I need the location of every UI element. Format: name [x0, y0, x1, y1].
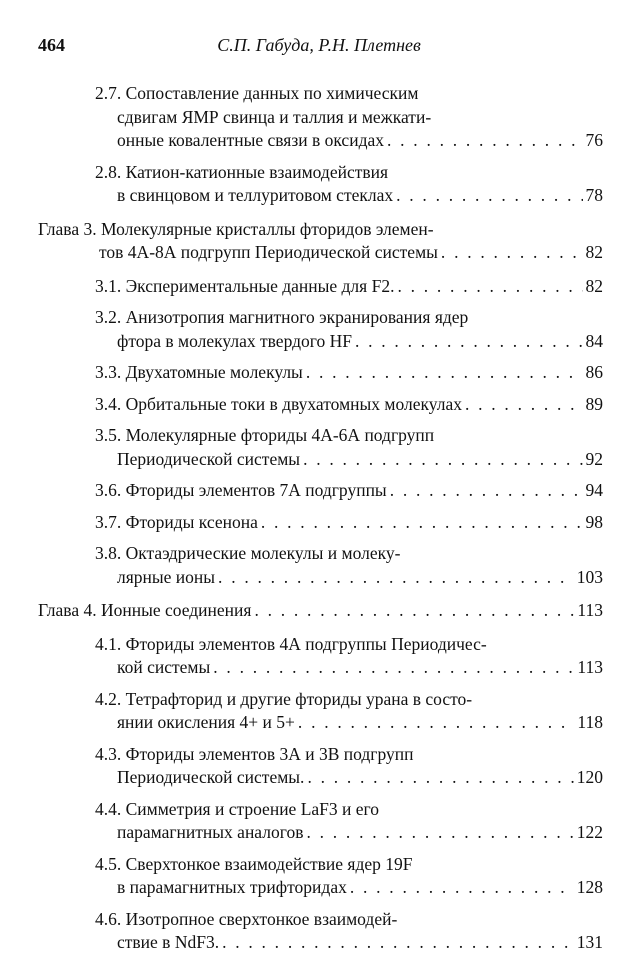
toc-entry-text: 3.3. Двухатомные молекулы: [95, 362, 303, 382]
toc-page-number: 118: [577, 712, 603, 732]
toc-page-number: 94: [585, 480, 603, 500]
toc-page-number: 92: [585, 448, 603, 469]
toc-entry-line: 2.7. Сопоставление данных по химическим: [95, 83, 419, 103]
entry-spacer: [0, 208, 640, 218]
toc-entry-last-line: [95, 711, 603, 735]
toc-entry-line: Глава 3. Молекулярные кристаллы фторидов элемен-: [38, 218, 434, 239]
toc-entry-text: Периодической системы.: [117, 767, 305, 787]
toc-page-number: 128: [576, 877, 603, 897]
toc-entry-line: 4.2. Тетрафторид и другие фториды урана в состо-: [95, 688, 473, 709]
toc-entry-last-line: [95, 876, 603, 900]
toc-entry-last-line: [38, 241, 603, 265]
toc-chapter-entry[interactable]: [38, 218, 603, 265]
toc-entry-line: 3.8. Октаэдрические молекулы и молеку-: [95, 543, 401, 563]
toc-page-number: 78: [585, 185, 603, 205]
toc-entry-text: янии окисления 4+ и 5+: [117, 712, 295, 732]
toc-section-entry[interactable]: [95, 798, 603, 845]
toc-entry-text: в парамагнитных трифторидах: [117, 877, 347, 897]
toc-page-number: 120: [576, 767, 603, 787]
toc-page-number: 82: [585, 275, 603, 296]
entry-spacer: [0, 265, 640, 275]
entry-spacer: [0, 416, 640, 424]
toc-page-number: 122: [576, 822, 603, 842]
toc-section-entry[interactable]: [95, 82, 603, 153]
dot-leader: [303, 448, 582, 472]
dot-leader: [306, 361, 583, 385]
toc-section-entry[interactable]: [95, 361, 603, 385]
running-title: С.П. Габуда, Р.Н. Плетнев: [217, 35, 421, 55]
table-of-contents: [0, 82, 640, 955]
entry-spacer: [0, 735, 640, 743]
toc-entry-text: ствие в NdF3.: [117, 932, 220, 952]
dot-leader: [306, 821, 573, 845]
entry-spacer: [0, 534, 640, 542]
dot-leader: [465, 393, 583, 417]
toc-entry-last-line: [95, 566, 603, 590]
page-number: 464: [38, 35, 65, 55]
dot-leader: [390, 479, 583, 503]
toc-section-entry[interactable]: [95, 161, 603, 208]
toc-entry-line: 3.2. Анизотропия магнитного экранирования ядер: [95, 307, 469, 327]
toc-page-number: 113: [577, 657, 603, 677]
toc-section-entry[interactable]: [95, 424, 603, 471]
toc-entry-line: 4.3. Фториды элементов 3А и 3В подгрупп: [95, 743, 414, 764]
toc-entry-text: Периодической системы: [117, 448, 301, 469]
toc-entry-text: кой системы: [117, 657, 211, 677]
dot-leader: [213, 656, 574, 680]
toc-section-entry[interactable]: [95, 908, 603, 955]
entry-spacer: [0, 385, 640, 393]
toc-entry-line: 2.8. Катион-катионные взаимодействия: [95, 161, 389, 182]
toc-section-entry[interactable]: [95, 542, 603, 589]
entry-spacer: [0, 298, 640, 306]
toc-entry-text: 3.4. Орбитальные токи в двухатомных молекулах: [95, 393, 462, 414]
toc-entry-last-line: [95, 393, 603, 417]
toc-chapter-entry[interactable]: [38, 599, 603, 623]
toc-entry-last-line: [95, 129, 603, 153]
toc-entry-line: сдвигам ЯМР свинца и таллия и межкати-: [117, 106, 432, 127]
toc-entry-text: онные ковалентные связи в оксидах: [117, 130, 384, 150]
toc-entry-last-line: [38, 599, 603, 623]
toc-section-entry[interactable]: [95, 306, 603, 353]
toc-page-number: 113: [577, 600, 603, 620]
dot-leader: [261, 511, 583, 535]
entry-spacer: [0, 353, 640, 361]
dot-leader: [350, 876, 574, 900]
toc-page-number: 82: [585, 242, 603, 262]
entry-spacer: [0, 503, 640, 511]
dot-leader: [355, 330, 583, 354]
entry-spacer: [0, 623, 640, 633]
entry-spacer: [0, 471, 640, 479]
toc-entry-text: Глава 4. Ионные соединения: [38, 600, 252, 620]
entry-spacer: [0, 680, 640, 688]
toc-entry-last-line: [95, 931, 603, 955]
toc-entry-last-line: [95, 330, 603, 354]
toc-page-number: 84: [585, 330, 603, 351]
dot-leader: [254, 599, 574, 623]
toc-entry-last-line: [95, 184, 603, 208]
toc-entry-last-line: [95, 511, 603, 535]
toc-entry-text: тов 4А-8А подгрупп Периодической системы: [99, 242, 438, 262]
toc-section-entry[interactable]: [95, 393, 603, 417]
toc-section-entry[interactable]: [95, 511, 603, 535]
toc-page-number: 103: [576, 566, 603, 587]
toc-section-entry[interactable]: [95, 633, 603, 680]
toc-entry-last-line: [95, 275, 603, 299]
toc-page-number: 98: [585, 511, 603, 532]
toc-section-entry[interactable]: [95, 479, 603, 503]
toc-entry-last-line: [95, 766, 603, 790]
toc-entry-line: 3.5. Молекулярные фториды 4А-6А подгрупп: [95, 425, 435, 445]
toc-entry-text: 3.1. Экспериментальные данные для F2.: [95, 275, 395, 296]
entry-spacer: [0, 900, 640, 908]
dot-leader: [218, 566, 574, 590]
dot-leader: [396, 184, 582, 208]
dot-leader: [387, 129, 583, 153]
toc-section-entry[interactable]: [95, 743, 603, 790]
toc-entry-line: 4.4. Симметрия и строение LaF3 и его: [95, 798, 380, 819]
dot-leader: [397, 275, 582, 299]
entry-spacer: [0, 589, 640, 599]
dot-leader: [307, 766, 573, 790]
toc-entry-text: фтора в молекулах твердого HF: [117, 330, 352, 351]
toc-entry-last-line: [95, 448, 603, 472]
toc-entry-last-line: [95, 361, 603, 385]
toc-entry-text: парамагнитных аналогов: [117, 822, 304, 842]
toc-entry-text: лярные ионы: [117, 566, 216, 587]
dot-leader: [298, 711, 574, 735]
toc-entry-line: 4.1. Фториды элементов 4А подгруппы Периодичес-: [95, 633, 487, 654]
toc-entry-last-line: [95, 656, 603, 680]
entry-spacer: [0, 845, 640, 853]
toc-entry-line: 4.5. Сверхтонкое взаимодействие ядер 19F: [95, 853, 413, 874]
toc-page-number: 89: [585, 393, 603, 414]
toc-entry-last-line: [95, 821, 603, 845]
entry-spacer: [0, 790, 640, 798]
toc-page-number: 76: [585, 130, 603, 150]
entry-spacer: [0, 153, 640, 161]
toc-section-entry[interactable]: [95, 853, 603, 900]
toc-entry-text: 3.6. Фториды элементов 7А подгруппы: [95, 480, 387, 500]
dot-leader: [441, 241, 583, 265]
page-header: [38, 35, 600, 63]
toc-page-number: 131: [576, 932, 603, 952]
toc-page-number: 86: [585, 362, 603, 382]
toc-entry-text: 3.7. Фториды ксенона: [95, 511, 258, 532]
dot-leader: [222, 931, 574, 955]
toc-section-entry[interactable]: [95, 275, 603, 299]
toc-entry-last-line: [95, 479, 603, 503]
toc-entry-line: 4.6. Изотропное сверхтонкое взаимодей-: [95, 908, 398, 929]
toc-entry-text: в свинцовом и теллуритовом стеклах: [117, 185, 394, 205]
toc-section-entry[interactable]: [95, 688, 603, 735]
